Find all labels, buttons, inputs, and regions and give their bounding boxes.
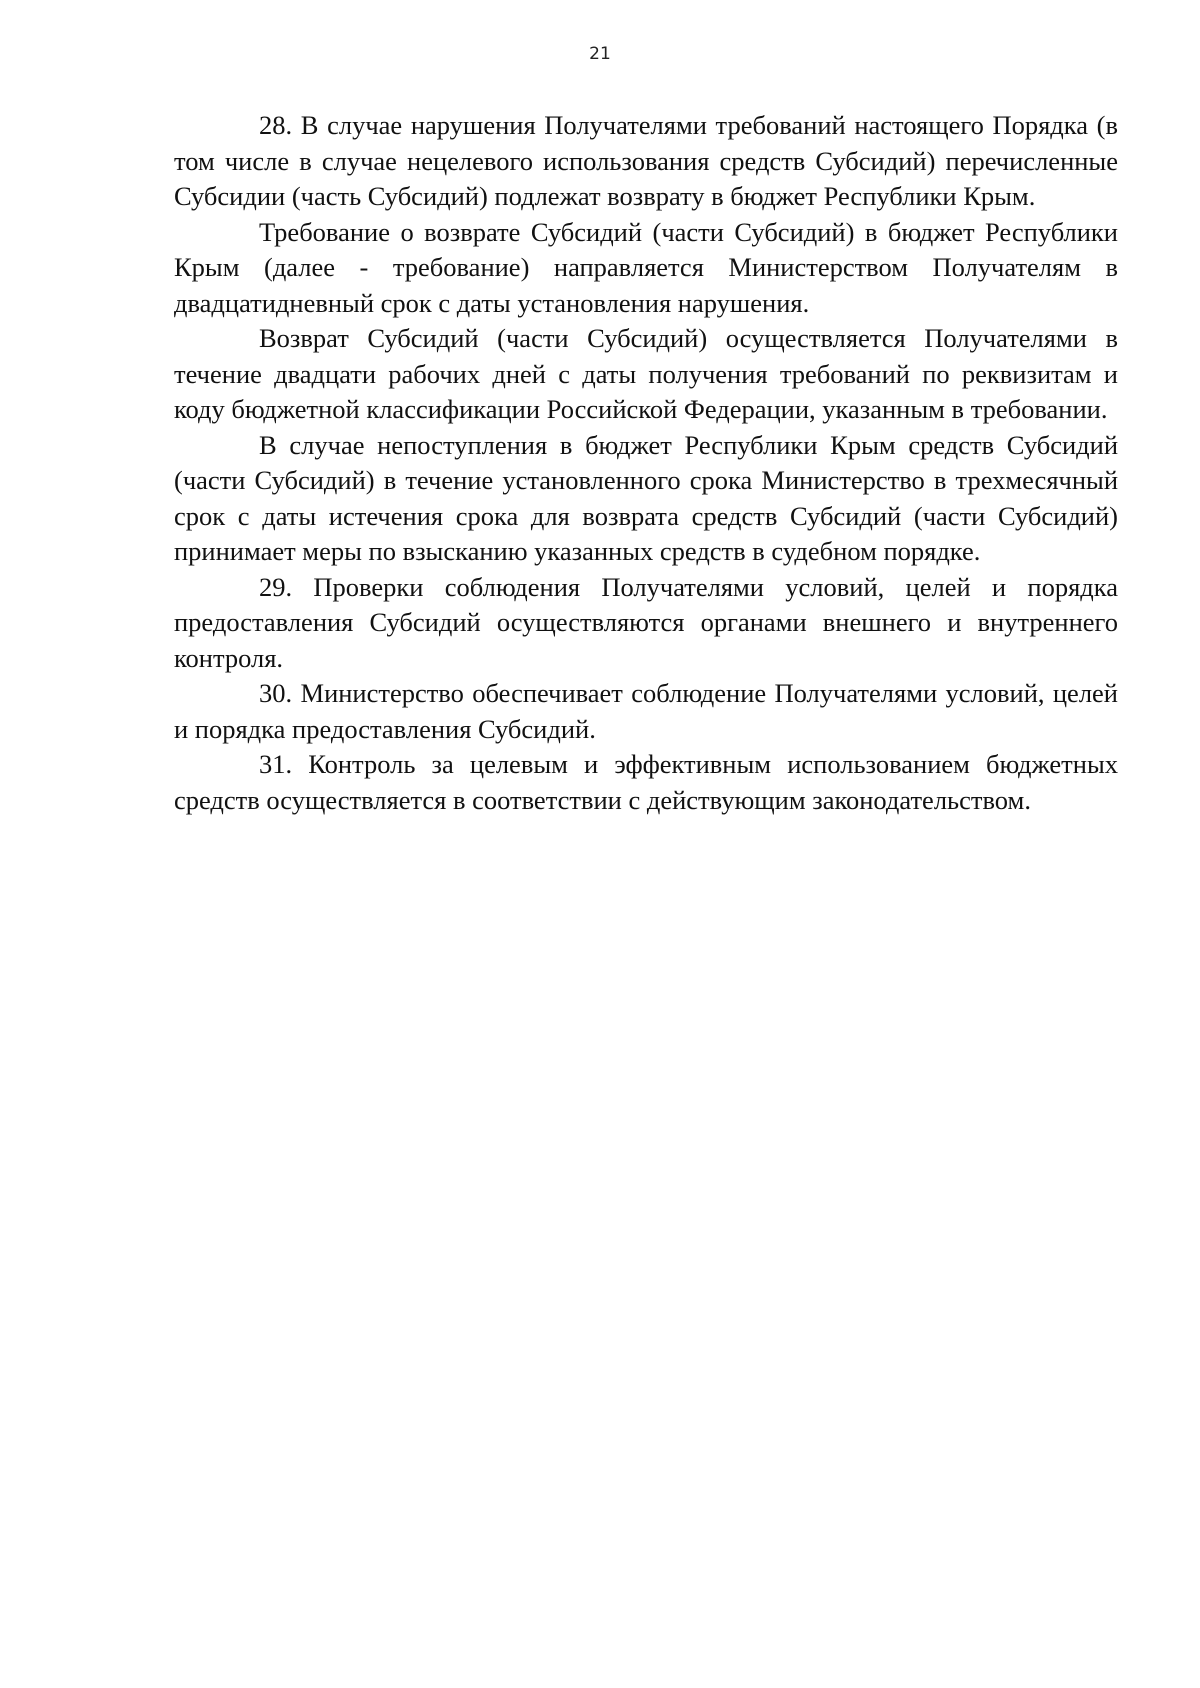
paragraph-non-receipt: В случае непоступления в бюджет Республики Крым средств Субсидий (части Субсидий) в течение установленного срока Министерство в трехмесячный срок с даты истечения срока для возврата средств Субсидий (части Субсидий) принимает меры по взысканию указанных средств в судебном порядке. [174,429,1118,566]
paragraph-return: Возврат Субсидий (части Субсидий) осуществляется Получателями в течение двадцати рабочих дней с даты получения требований по реквизитам и коду бюджетной классификации Российской Федерации, указанным в требовании. [174,323,1118,424]
page-number: 21 [589,44,611,64]
paragraph-31: 31. Контроль за целевым и эффективным использованием бюджетных средств осуществляется в соответствии с действующим законодательством. [174,749,1118,815]
paragraph-30: 30. Министерство обеспечивает соблюдение Получателями условий, целей и порядка предоставления Субсидий. [174,678,1118,744]
document-body [174,108,1118,818]
paragraph-29: 29. Проверки соблюдения Получателями условий, целей и порядка предоставления Субсидий осуществляются органами внешнего и внутреннего контроля. [174,571,1118,673]
paragraph-requirement: Требование о возврате Субсидий (части Субсидий) в бюджет Республики Крым (далее - требование) направляется Министерством Получателям в двадцатидневный срок с даты установления нарушения. [174,216,1118,318]
paragraph-28: 28. В случае нарушения Получателями требований настоящего Порядка (в том числе в случае нецелевого использования средств Субсидий) перечисленные Субсидии (часть Субсидий) подлежат возврату в бюджет Республики Крым. [174,110,1118,211]
